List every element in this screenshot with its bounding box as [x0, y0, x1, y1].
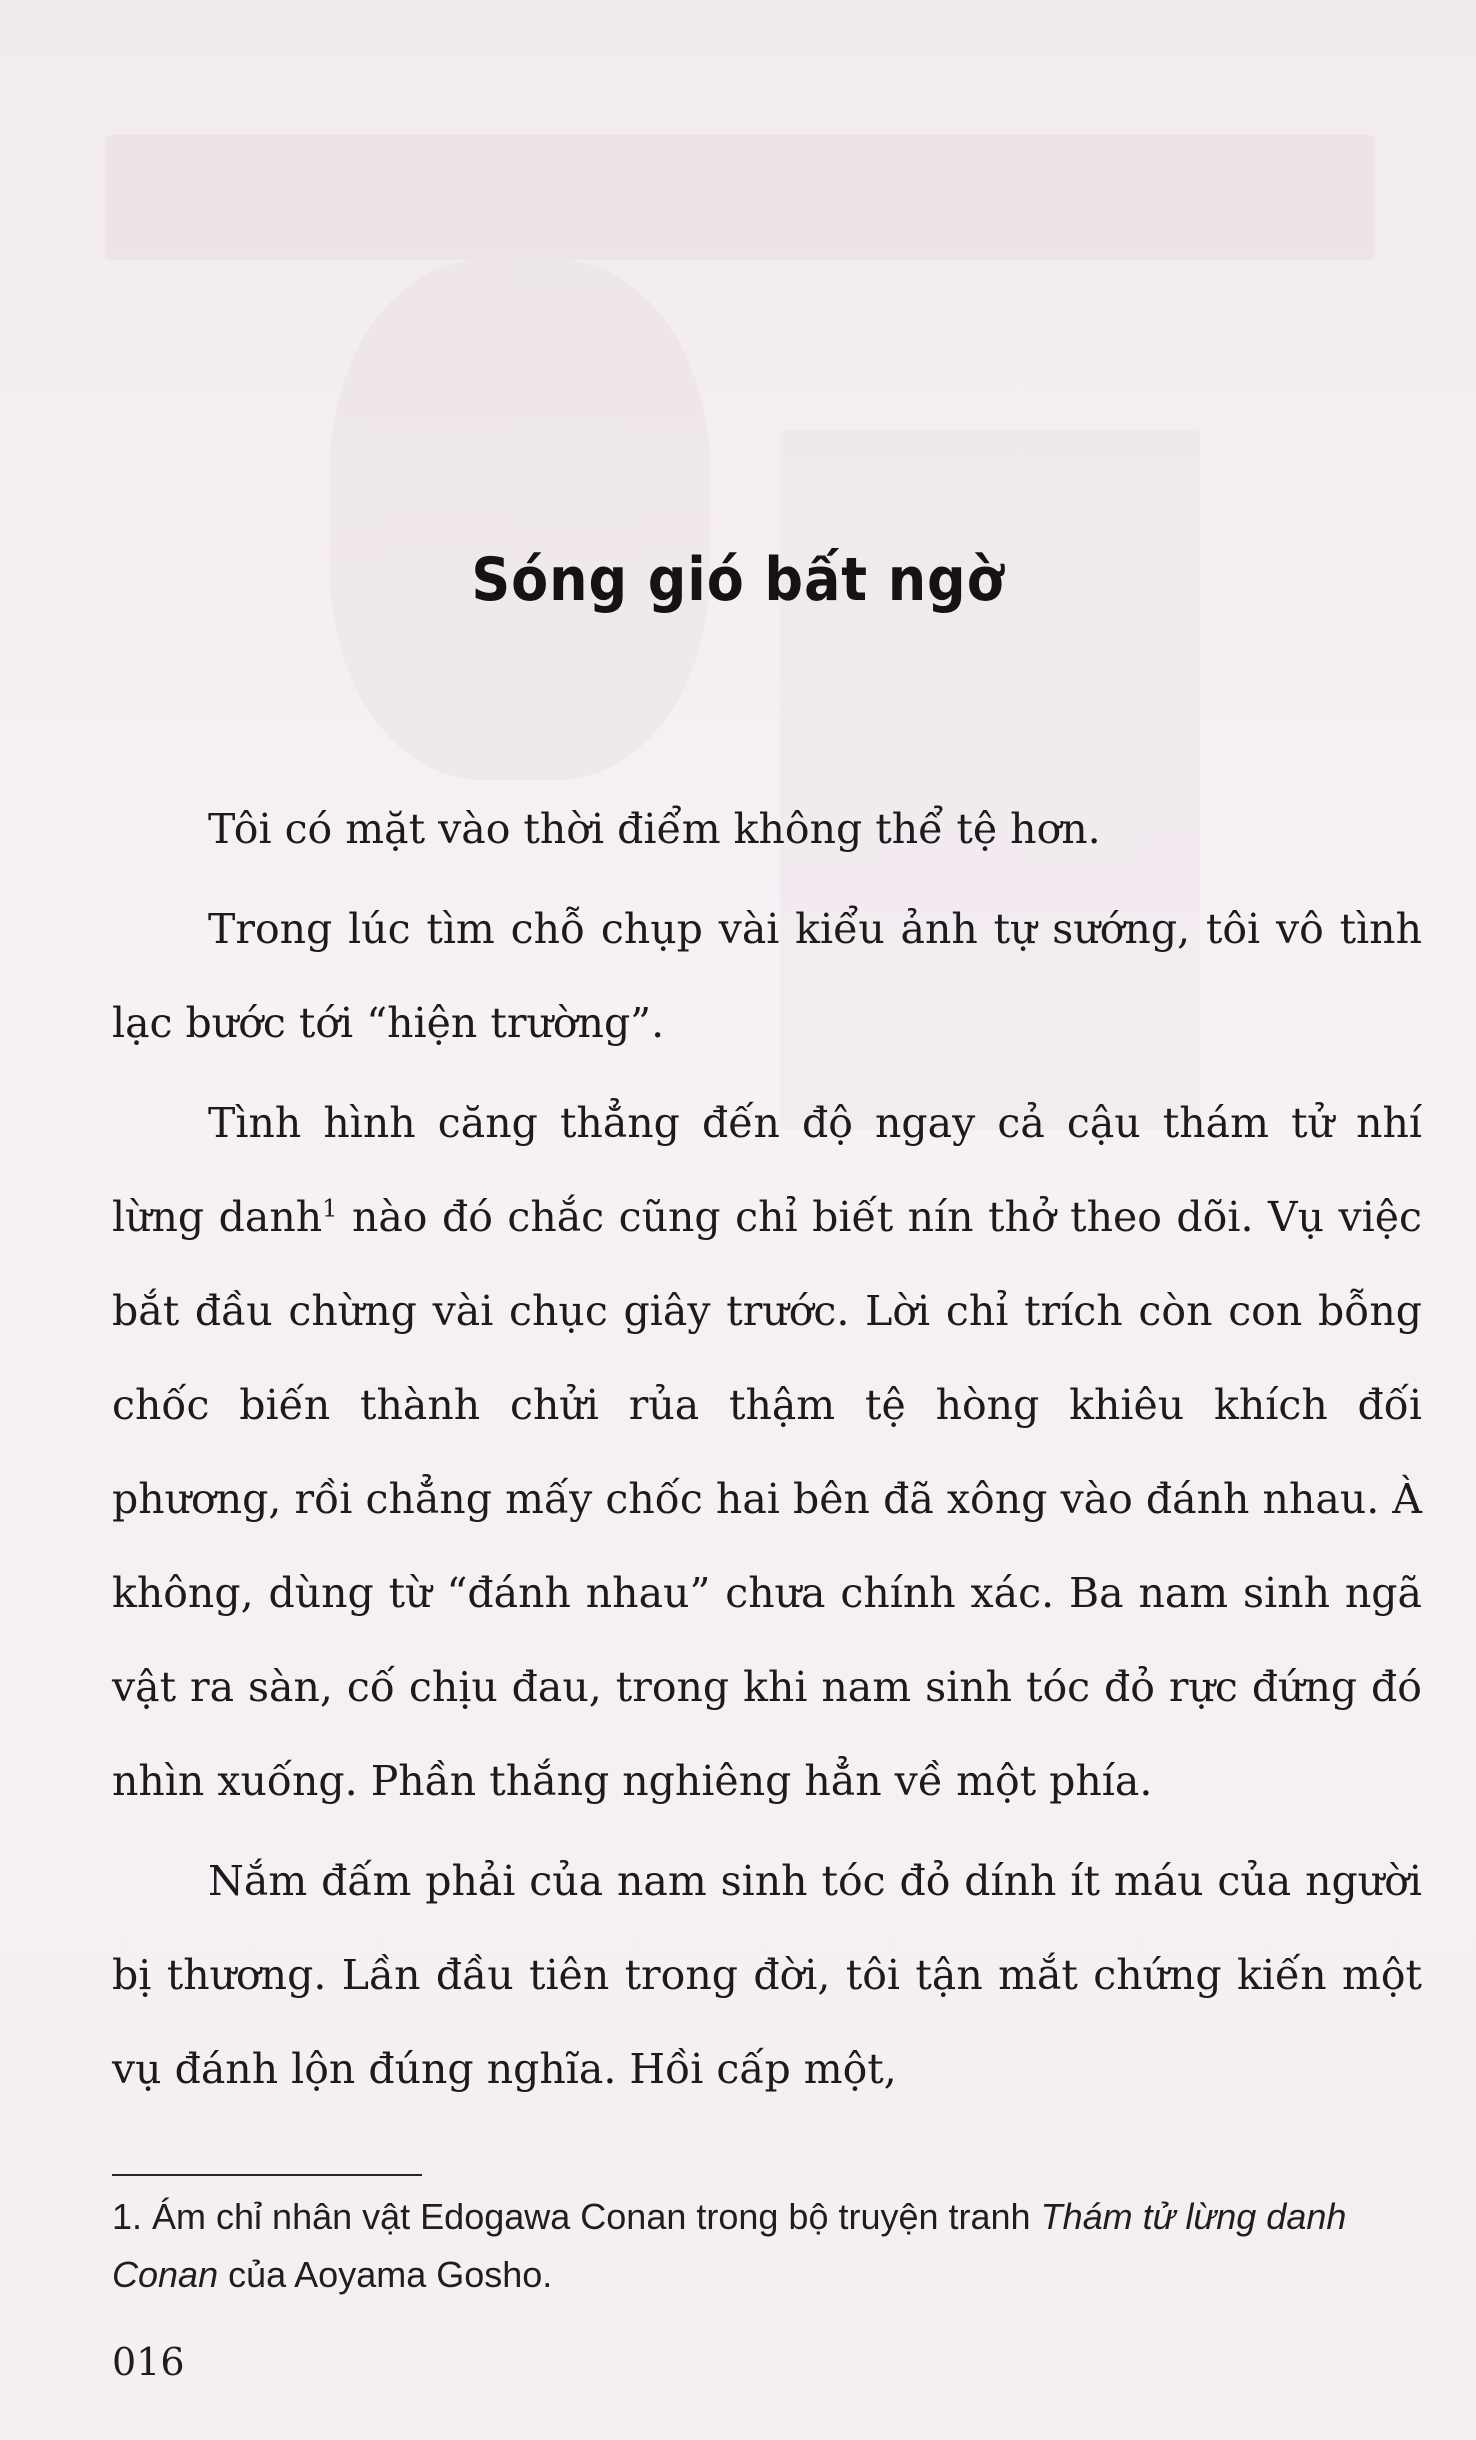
footnote — [112, 2188, 1412, 2304]
body-text — [112, 782, 1422, 2122]
paragraph: Nắm đấm phải của nam sinh tóc đỏ dính ít máu của người bị thương. Lần đầu tiên trong đời, tôi tận mắt chứng kiến một vụ đánh lộn đúng nghĩa. Hồi cấp một, — [112, 1857, 1422, 2093]
paragraph: Tôi có mặt vào thời điểm không thể tệ hơn. — [208, 805, 1101, 853]
footnote-divider — [112, 2174, 422, 2176]
bleed-through-header — [105, 135, 1375, 260]
bleed-through-figure — [330, 260, 710, 780]
paragraph — [112, 1076, 1422, 1828]
page-number: 016 — [112, 2340, 185, 2384]
paragraph-text: nào đó chắc cũng chỉ biết nín thở theo dõi. Vụ việc bắt đầu chừng vài chục giây trước. Lời chỉ trích còn con bỗng chốc biến thành chửi rủa thậm tệ hòng khiêu khích đối phương, rồi chẳng mấy chốc hai bên đã xông vào đánh nhau. À không, dùng từ “đánh nhau” chưa chính xác. Ba nam sinh ngã vật ra sàn, cố chịu đau, trong khi nam sinh tóc đỏ rực đứng đó nhìn xuống. Phần thắng nghiêng hẳn về một phía. — [112, 1193, 1422, 1805]
paragraph: Trong lúc tìm chỗ chụp vài kiểu ảnh tự sướng, tôi vô tình lạc bước tới “hiện trường”. — [112, 905, 1422, 1047]
footnote-text: 1. Ám chỉ nhân vật Edogawa Conan trong bộ truyện tranh — [112, 2196, 1041, 2237]
footnote-book-title: Thám tử lừng danh Conan — [112, 2196, 1347, 2295]
chapter-title: Sóng gió bất ngờ — [471, 545, 1005, 615]
footnote-reference[interactable]: 1 — [322, 1194, 338, 1223]
paragraph-text: Tình hình căng thẳng đến độ ngay cả cậu thám tử nhí lừng danh — [112, 1099, 1422, 1241]
footnote-text: của Aoyama Gosho. — [218, 2254, 553, 2295]
